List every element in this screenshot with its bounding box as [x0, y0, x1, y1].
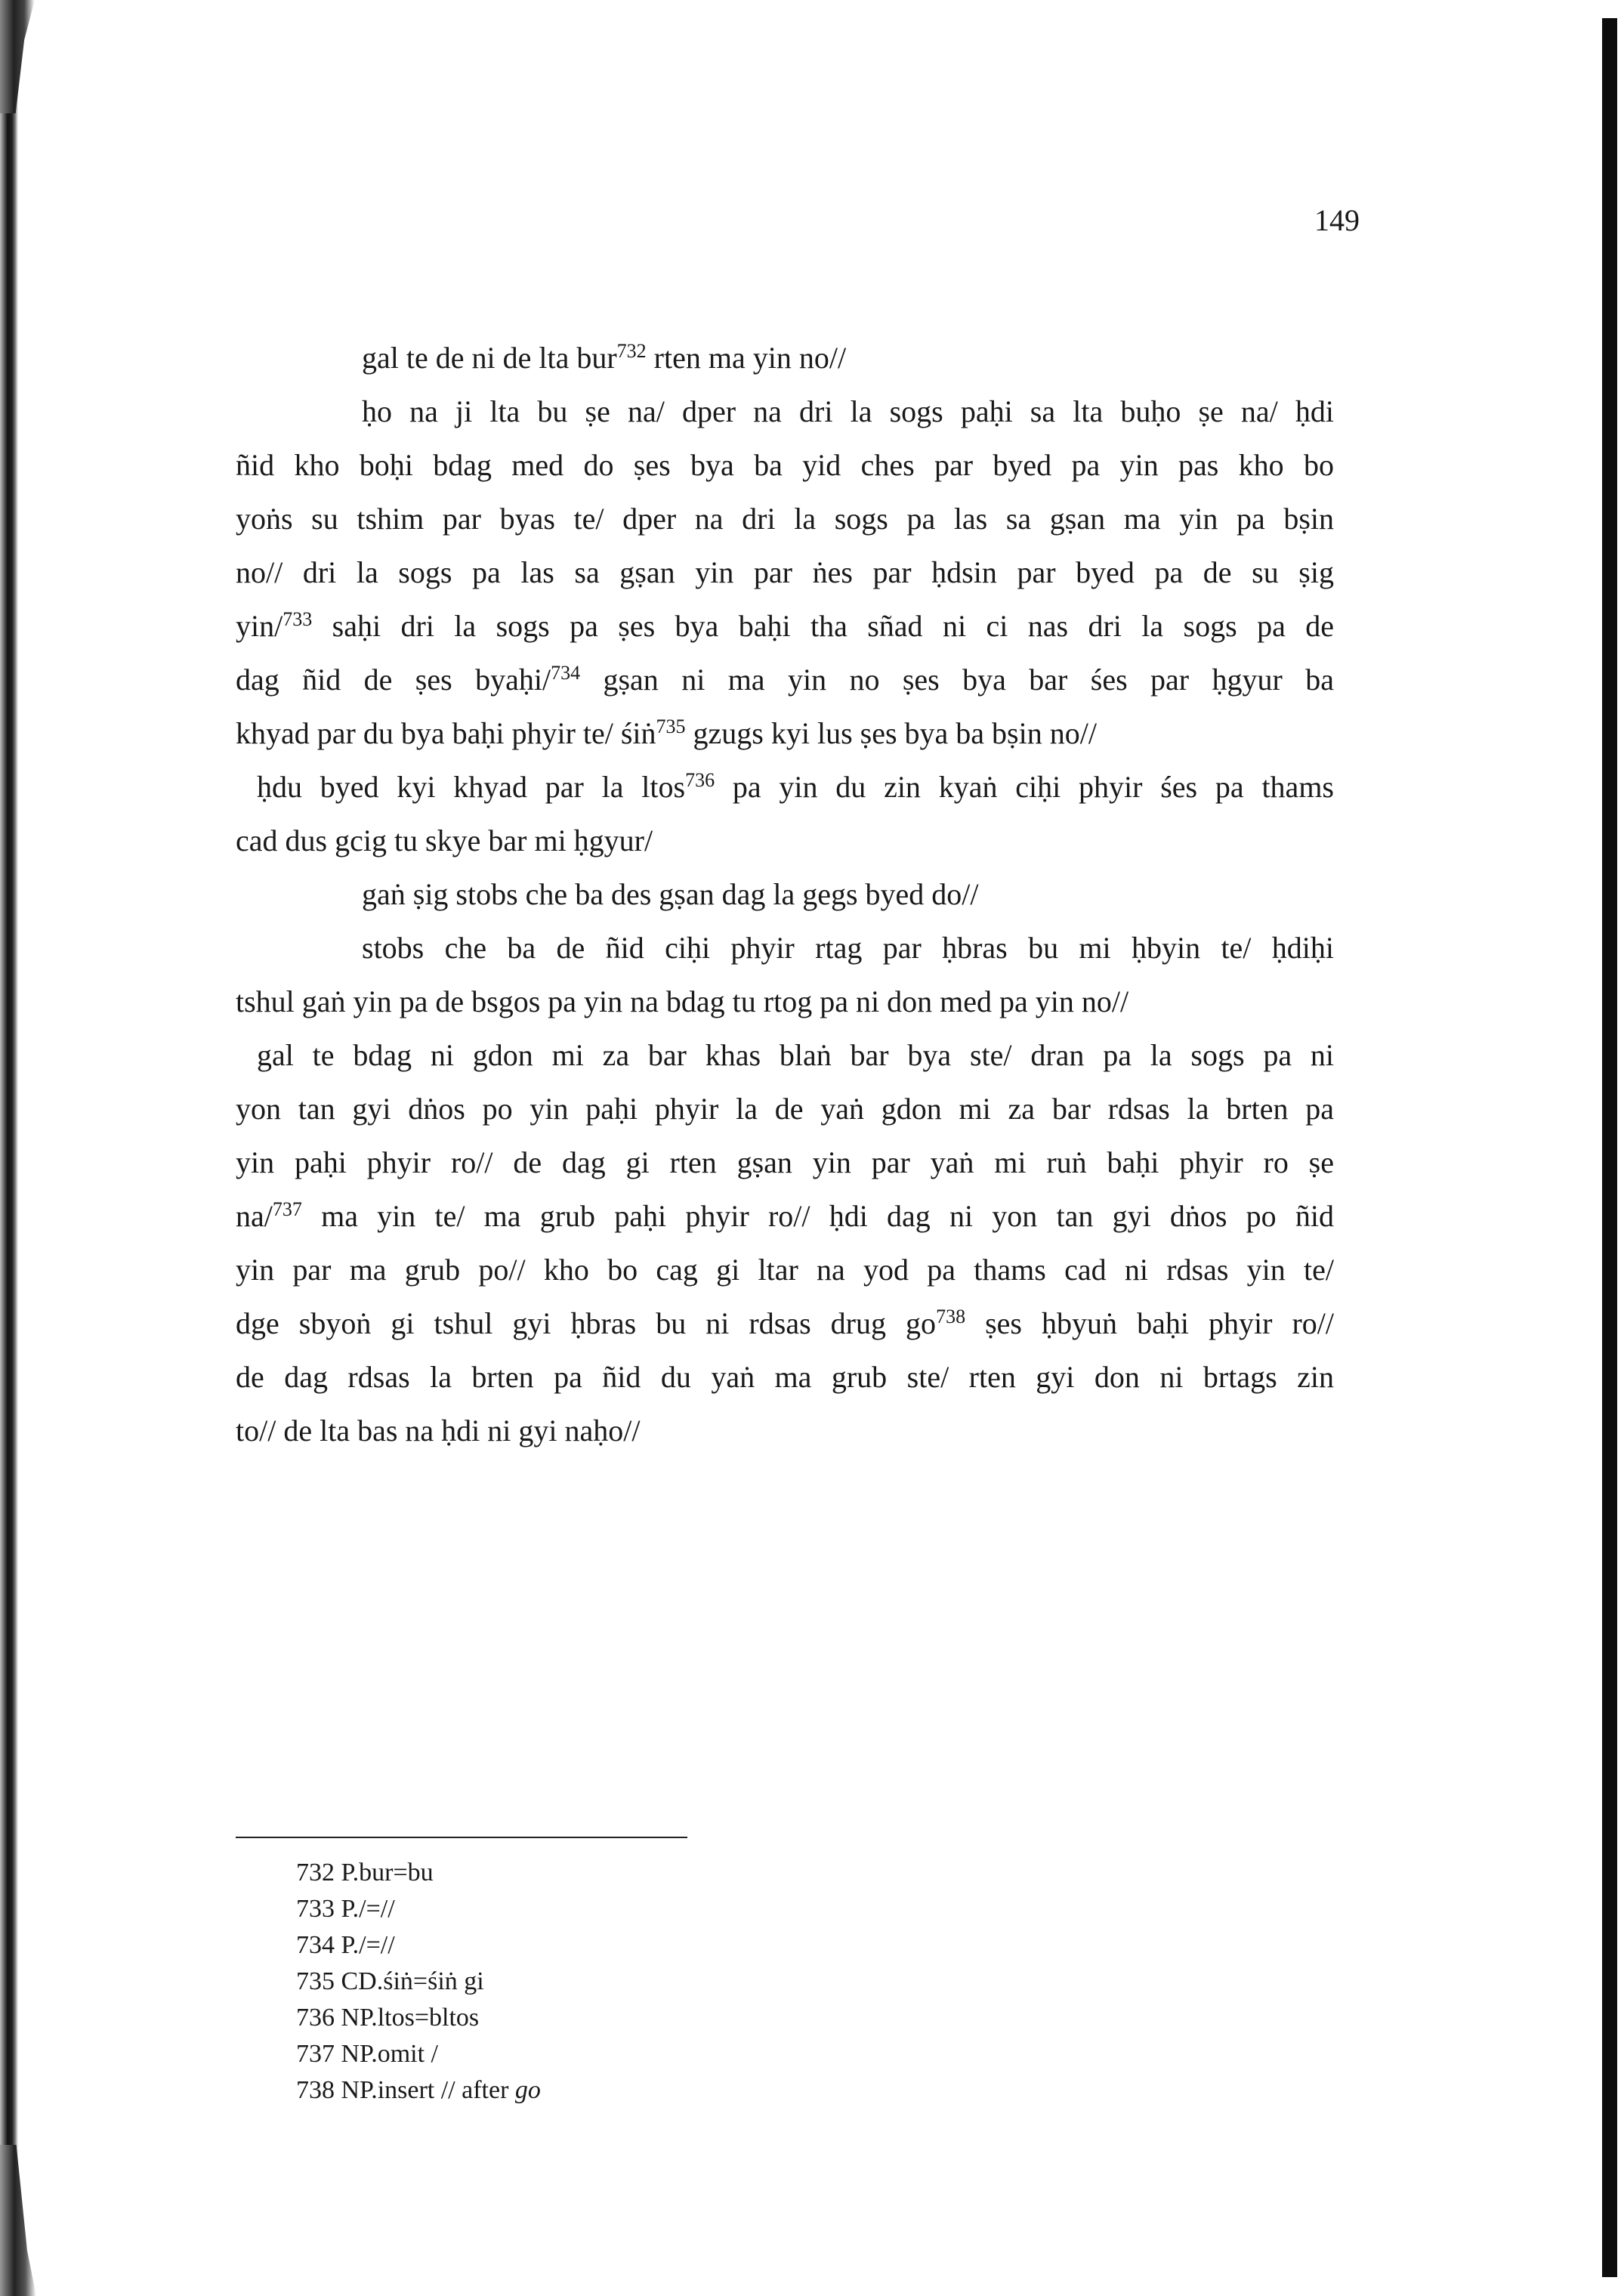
text-segment: no// dri la sogs pa las sa gṣan yin par ṅes par ḥdsin par byed pa de su ṣig	[236, 555, 1334, 589]
footnote-text: 736 NP.ltos=bltos	[296, 2004, 480, 2032]
text-line	[236, 653, 1334, 706]
footnote-divider	[236, 1837, 687, 1838]
text-segment: tshul gaṅ yin pa de bsgos pa yin na bdag tu rtog pa ni don med pa yin no//	[236, 984, 1129, 1018]
text-line	[236, 1350, 1334, 1404]
text-line	[236, 1028, 1334, 1082]
text-segment: cad dus gcig tu skye bar mi ḥgyur/	[236, 824, 653, 858]
page-number: 149	[1314, 203, 1360, 237]
footnote	[296, 2036, 825, 2072]
footnote-text: 737 NP.omit /	[296, 2040, 438, 2068]
text-line	[236, 331, 1334, 385]
text-segment: gṣan ni ma yin no ṣes bya bar śes par ḥgyur ba	[580, 663, 1334, 697]
text-line	[236, 1296, 1334, 1350]
footnote	[296, 1964, 825, 2000]
text-segment: ma yin te/ ma grub paḥi phyir ro// ḥdi dag ni yon tan gyi dṅos po ñid	[301, 1199, 1334, 1233]
text-segment: yin/	[236, 609, 283, 643]
text-segment: dag ñid de ṣes byaḥi/	[236, 663, 551, 697]
text-segment: gzugs kyi lus ṣes bya ba bṣin no//	[685, 716, 1097, 750]
text-segment: gal te de ni de lta bur	[362, 341, 617, 375]
text-segment: rten ma yin no//	[646, 341, 847, 375]
text-segment: yin par ma grub po// kho bo cag gi ltar na yod pa thams cad ni rdsas yin te/	[236, 1253, 1334, 1287]
text-segment: ḥo na ji lta bu ṣe na/ dper na dri la sogs paḥi sa lta buḥo ṣe na/ ḥdi	[362, 394, 1334, 428]
footnote	[296, 1927, 825, 1964]
text-line	[236, 1082, 1334, 1136]
footnote	[296, 2072, 825, 2109]
footnote-ref: 734	[551, 662, 581, 684]
text-line	[236, 1243, 1334, 1296]
footnote	[296, 1891, 825, 1927]
footnote-text: 734 P./=//	[296, 1931, 395, 1959]
footnote-text: 733 P./=//	[296, 1895, 395, 1923]
text-segment: yin paḥi phyir ro// de dag gi rten gṣan yin par yaṅ mi ruṅ baḥi phyir ro ṣe	[236, 1145, 1334, 1179]
text-segment: pa yin du zin kyaṅ ciḥi phyir śes pa thams	[715, 770, 1334, 804]
text-line	[236, 760, 1334, 814]
text-line	[236, 921, 1334, 975]
text-line	[236, 385, 1334, 438]
text-segment: to// de lta bas na ḥdi ni gyi naḥo//	[236, 1414, 641, 1448]
footnote-ref: 732	[616, 340, 647, 362]
text-segment: ṣes ḥbyuṅ baḥi phyir ro//	[965, 1306, 1335, 1340]
footnote-ref: 738	[936, 1306, 966, 1327]
text-segment: yoṅs su tshim par byas te/ dper na dri la sogs pa las sa gṣan ma yin pa bṣin	[236, 502, 1334, 536]
text-segment: na/	[236, 1199, 273, 1233]
footnote-ref: 737	[272, 1198, 302, 1220]
text-segment: gal te bdag ni gdon mi za bar khas blaṅ bar bya ste/ dran pa la sogs pa ni	[257, 1038, 1334, 1072]
text-line	[236, 1136, 1334, 1189]
footnote	[296, 2000, 825, 2036]
text-line	[236, 1189, 1334, 1243]
text-line	[236, 867, 1334, 921]
text-segment: saḥi dri la sogs pa ṣes bya baḥi tha sñad ni ci nas dri la sogs pa de	[312, 609, 1334, 643]
footnotes	[296, 1855, 825, 2109]
text-segment: stobs che ba de ñid ciḥi phyir rtag par ḥbras bu mi ḥbyin te/ ḥdiḥi	[362, 931, 1334, 965]
text-segment: khyad par du bya baḥi phyir te/ śiṅ	[236, 716, 656, 750]
footnote-text: 738 NP.insert // after	[296, 2076, 515, 2104]
footnote	[296, 1855, 825, 1891]
text-segment: de dag rdsas la brten pa ñid du yaṅ ma grub ste/ rten gyi don ni brtags zin	[236, 1360, 1334, 1394]
footnote-ref: 736	[685, 769, 715, 791]
scan-right-edge	[1602, 18, 1617, 2277]
footnote-ref: 735	[656, 715, 686, 737]
text-line	[236, 1404, 1334, 1457]
body-text	[236, 331, 1334, 1457]
text-line	[236, 438, 1334, 492]
text-line	[236, 545, 1334, 599]
text-segment: yon tan gyi dṅos po yin paḥi phyir la de yaṅ gdon mi za bar rdsas la brten pa	[236, 1092, 1334, 1126]
text-line	[236, 599, 1334, 653]
footnote-emphasis: go	[514, 2076, 541, 2104]
text-segment: dge sbyoṅ gi tshul gyi ḥbras bu ni rdsas drug go	[236, 1306, 937, 1340]
footnote-text: 732 P.bur=bu	[296, 1859, 434, 1887]
text-line	[236, 492, 1334, 545]
text-line	[236, 814, 1334, 867]
text-segment: ḥdu byed kyi khyad par la ltos	[257, 770, 686, 804]
text-segment: ñid kho boḥi bdag med do ṣes bya ba yid ches par byed pa yin pas kho bo	[236, 448, 1334, 482]
scan-left-edge-top	[0, 0, 35, 113]
text-line	[236, 975, 1334, 1028]
scan-left-edge	[0, 0, 18, 2296]
footnote-text: 735 CD.śiṅ=śiṅ gi	[296, 1967, 484, 1995]
text-line	[236, 706, 1334, 760]
text-segment: gaṅ ṣig stobs che ba des gṣan dag la gegs byed do//	[362, 877, 979, 911]
footnote-ref: 733	[283, 608, 313, 630]
scan-left-edge-bottom	[0, 2145, 36, 2296]
